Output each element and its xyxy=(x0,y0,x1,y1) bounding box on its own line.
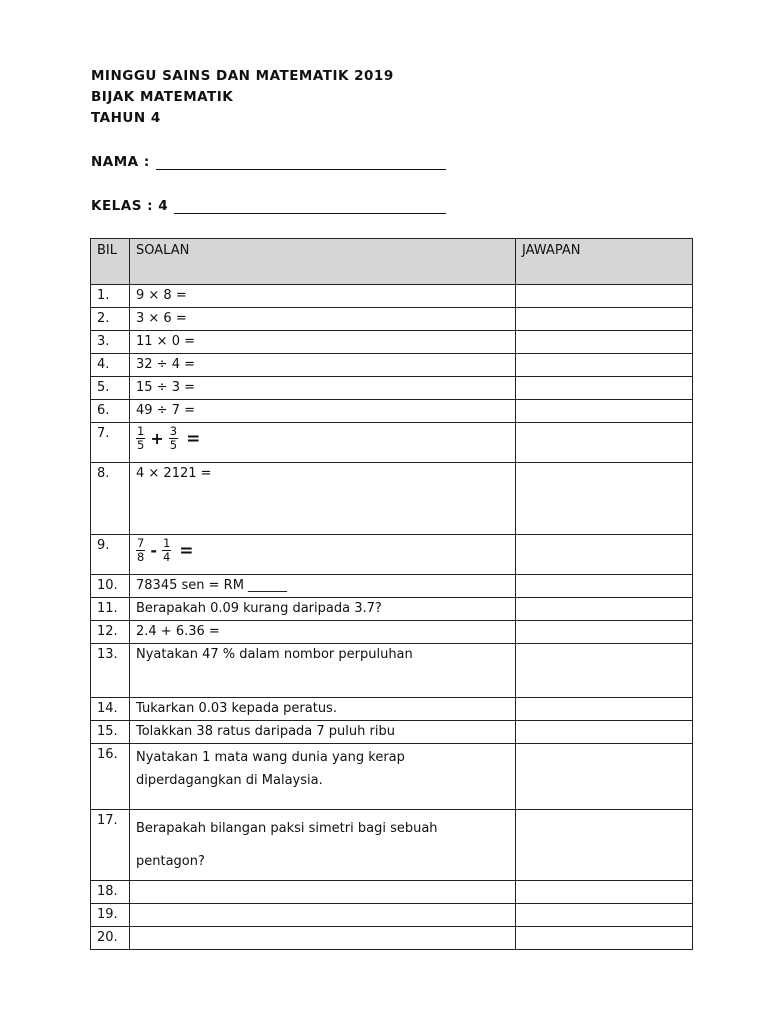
table-row xyxy=(91,927,693,950)
question-text xyxy=(130,904,516,927)
table-row xyxy=(91,285,693,308)
question-text: 49 ÷ 7 = xyxy=(130,400,516,423)
table-row xyxy=(91,423,693,463)
question-text xyxy=(130,881,516,904)
question-line-1: Berapakah bilangan paksi simetri bagi sebuah xyxy=(136,821,438,836)
row-number: 17. xyxy=(91,810,130,881)
answer-cell[interactable] xyxy=(516,598,693,621)
bil-header: BIL xyxy=(91,239,130,285)
question-line-2: diperdagangkan di Malaysia. xyxy=(136,773,323,788)
class-blank-line[interactable] xyxy=(174,199,446,214)
answer-cell[interactable] xyxy=(516,810,693,881)
jawapan-header: JAWAPAN xyxy=(516,239,693,285)
row-number: 16. xyxy=(91,744,130,810)
row-number: 12. xyxy=(91,621,130,644)
table-row xyxy=(91,354,693,377)
table-row xyxy=(91,744,693,810)
question-line-2: pentagon? xyxy=(136,854,205,869)
question-text: 78345 sen = RM ______ xyxy=(130,575,516,598)
answer-cell[interactable] xyxy=(516,354,693,377)
answer-cell[interactable] xyxy=(516,331,693,354)
question-fraction-expression xyxy=(130,423,516,463)
table-row xyxy=(91,644,693,698)
row-number: 18. xyxy=(91,881,130,904)
question-text: 15 ÷ 3 = xyxy=(130,377,516,400)
name-label: NAMA : xyxy=(91,154,150,170)
answer-cell[interactable] xyxy=(516,308,693,331)
question-line-1: Nyatakan 1 mata wang dunia yang kerap xyxy=(136,750,405,765)
row-number: 11. xyxy=(91,598,130,621)
class-field[interactable] xyxy=(91,198,446,214)
row-number: 1. xyxy=(91,285,130,308)
question-text xyxy=(130,810,516,881)
table-row xyxy=(91,575,693,598)
table-row xyxy=(91,377,693,400)
table-row xyxy=(91,598,693,621)
row-number: 20. xyxy=(91,927,130,950)
answer-cell[interactable] xyxy=(516,463,693,535)
table-row xyxy=(91,621,693,644)
answer-cell[interactable] xyxy=(516,535,693,575)
table-row xyxy=(91,904,693,927)
answer-cell[interactable] xyxy=(516,285,693,308)
row-number: 2. xyxy=(91,308,130,331)
question-text: 4 × 2121 = xyxy=(130,463,516,535)
answer-cell[interactable] xyxy=(516,721,693,744)
question-fraction-expression xyxy=(130,535,516,575)
answer-cell[interactable] xyxy=(516,377,693,400)
question-text: Tolakkan 38 ratus daripada 7 puluh ribu xyxy=(130,721,516,744)
answer-cell[interactable] xyxy=(516,423,693,463)
operator: + xyxy=(150,428,164,448)
operator: - xyxy=(150,540,157,560)
answer-cell[interactable] xyxy=(516,644,693,698)
table-row xyxy=(91,810,693,881)
row-number: 6. xyxy=(91,400,130,423)
question-text: 3 × 6 = xyxy=(130,308,516,331)
fraction-a: $\frac{1}{5}$ xyxy=(137,424,145,452)
answer-cell[interactable] xyxy=(516,575,693,598)
row-number: 5. xyxy=(91,377,130,400)
question-text: Tukarkan 0.03 kepada peratus. xyxy=(130,698,516,721)
row-number: 10. xyxy=(91,575,130,598)
fraction-b: $\frac{1}{4}$ xyxy=(162,536,171,564)
table-row xyxy=(91,331,693,354)
answer-cell[interactable] xyxy=(516,744,693,810)
row-number: 4. xyxy=(91,354,130,377)
row-number: 15. xyxy=(91,721,130,744)
answer-cell[interactable] xyxy=(516,904,693,927)
answer-cell[interactable] xyxy=(516,927,693,950)
subject-title: BIJAK MATEMATIK xyxy=(91,89,234,105)
question-text: 32 ÷ 4 = xyxy=(130,354,516,377)
row-number: 14. xyxy=(91,698,130,721)
answer-cell[interactable] xyxy=(516,881,693,904)
question-text: 2.4 + 6.36 = xyxy=(130,621,516,644)
name-blank-line[interactable] xyxy=(156,155,446,170)
question-text: 9 × 8 = xyxy=(130,285,516,308)
question-text: Berapakah 0.09 kurang daripada 3.7? xyxy=(130,598,516,621)
class-label: KELAS : 4 xyxy=(91,198,169,214)
question-text xyxy=(130,927,516,950)
question-text: Nyatakan 47 % dalam nombor perpuluhan xyxy=(130,644,516,698)
row-number: 3. xyxy=(91,331,130,354)
table-row xyxy=(91,308,693,331)
equals-sign: = xyxy=(179,540,194,561)
answer-cell[interactable] xyxy=(516,621,693,644)
table-row xyxy=(91,463,693,535)
equals-sign: = xyxy=(186,428,201,449)
event-title: MINGGU SAINS DAN MATEMATIK 2019 xyxy=(91,68,394,84)
soalan-header: SOALAN xyxy=(130,239,516,285)
row-number: 13. xyxy=(91,644,130,698)
answer-cell[interactable] xyxy=(516,400,693,423)
table-row xyxy=(91,881,693,904)
year-label: TAHUN 4 xyxy=(91,110,161,126)
fraction-a: $\frac{7}{8}$ xyxy=(137,536,145,564)
answer-cell[interactable] xyxy=(516,698,693,721)
row-number: 9. xyxy=(91,535,130,575)
question-text: 11 × 0 = xyxy=(130,331,516,354)
table-row xyxy=(91,400,693,423)
row-number: 7. xyxy=(91,423,130,463)
worksheet-header xyxy=(91,66,394,129)
question-text xyxy=(130,744,516,810)
row-number: 8. xyxy=(91,463,130,535)
fraction-b: $\frac{3}{5}$ xyxy=(169,424,178,452)
table-row xyxy=(91,698,693,721)
table-row xyxy=(91,721,693,744)
table-header-row xyxy=(91,239,693,285)
name-field[interactable] xyxy=(91,154,446,170)
question-table xyxy=(90,238,693,950)
table-row xyxy=(91,535,693,575)
row-number: 19. xyxy=(91,904,130,927)
